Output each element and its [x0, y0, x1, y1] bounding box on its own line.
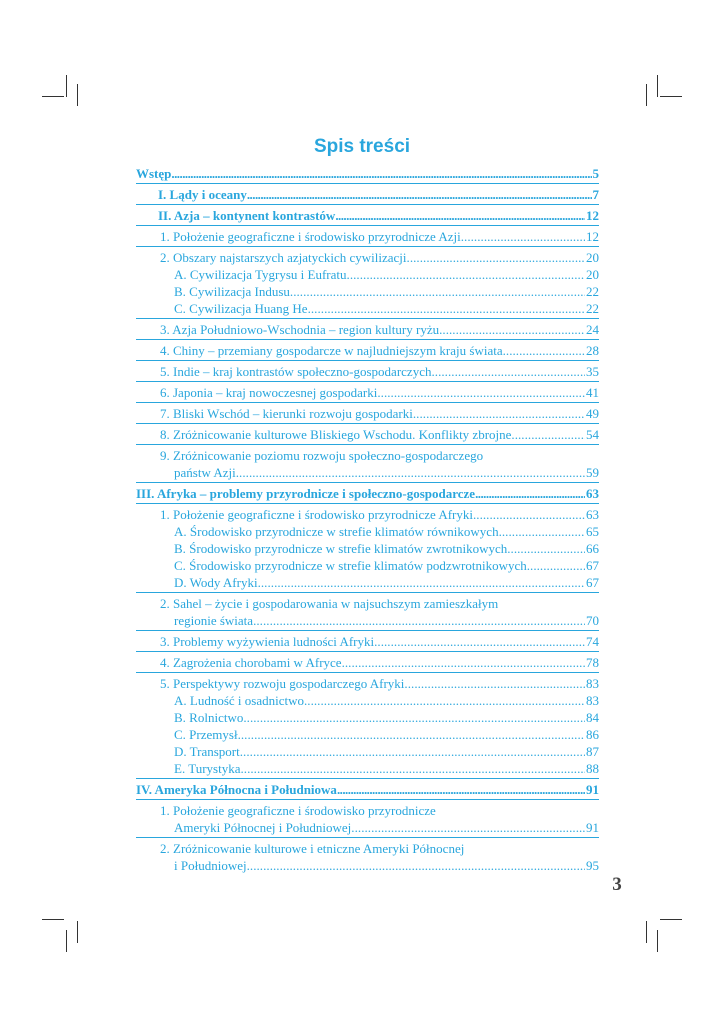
toc-leader-dots: [377, 384, 585, 401]
toc-page-number: 95: [586, 858, 599, 873]
toc-page-number: 67: [586, 558, 599, 573]
toc-entry-label: 3. Azja Południowo-Wschodnia – region kultury ryżu: [160, 322, 440, 337]
toc-entry-label: 3. Problemy wyżywienia ludności Afryki: [160, 634, 375, 649]
toc-page-number: 24: [586, 322, 599, 337]
toc-leader-dots: [439, 321, 585, 338]
toc-entry[interactable]: [136, 363, 599, 382]
toc-entry-label: B. Cywilizacja Indusu: [174, 284, 290, 299]
toc-entry[interactable]: [136, 321, 599, 340]
toc-entry-label: A. Cywilizacja Tygrysu i Eufratu: [174, 267, 347, 282]
toc-leader-dots: [507, 540, 585, 557]
toc-page-number: 35: [586, 364, 599, 379]
toc-leader-dots: [337, 781, 585, 798]
toc-page-number: 83: [586, 676, 599, 691]
toc-leader-dots: [342, 654, 585, 671]
toc-page-number: 12: [586, 208, 599, 223]
toc-entry-label: III. Afryka – problemy przyrodnicze i społeczno-gospodarcze: [136, 486, 476, 501]
page-title: Spis treści: [313, 136, 411, 157]
toc-leader-dots: [247, 857, 585, 874]
toc-leader-dots: [351, 819, 585, 836]
toc-page-number: 5: [592, 166, 599, 181]
toc-entry-label: A. Ludność i osadnictwo: [174, 693, 304, 708]
toc-leader-dots: [499, 523, 585, 540]
toc-entry-label: C. Środowisko przyrodnicze w strefie klimatów podzwrotnikowych: [174, 558, 527, 573]
crop-mark-bottom-left-v2: [77, 921, 78, 943]
toc-entry[interactable]: [136, 760, 599, 779]
toc-entry-label: B. Środowisko przyrodnicze w strefie klimatów zwrotnikowych: [174, 541, 508, 556]
toc-page-number: 63: [586, 507, 599, 522]
toc-entry[interactable]: [136, 207, 599, 226]
toc-entry-label: D. Wody Afryki: [174, 575, 258, 590]
toc-leader-dots: [511, 426, 585, 443]
crop-mark-top-left-v2: [77, 84, 78, 106]
toc-leader-dots: [290, 283, 585, 300]
toc-entry[interactable]: [136, 266, 599, 283]
toc-entry-label-continued: i Południowej: [174, 858, 247, 873]
page-number: 3: [612, 874, 622, 895]
toc-entry[interactable]: [136, 342, 599, 361]
toc-leader-dots: [258, 574, 585, 591]
toc-page-number: 91: [586, 820, 599, 835]
toc-leader-dots: [475, 485, 585, 502]
toc-entry[interactable]: [136, 426, 599, 445]
toc-page-number: 84: [586, 710, 599, 725]
toc-entry-label: II. Azja – kontynent kontrastów: [158, 208, 336, 223]
toc-page-number: 86: [586, 727, 599, 742]
toc-leader-dots: [308, 300, 585, 317]
toc-entry-label: 5. Perspektywy rozwoju gospodarczego Afryki: [160, 676, 405, 691]
toc-page-number: 88: [586, 761, 599, 776]
toc-entry-label: 9. Zróżnicowanie poziomu rozwoju społeczno-gospodarczego: [160, 448, 484, 463]
toc-leader-dots: [374, 633, 585, 650]
toc-entry[interactable]: [136, 283, 599, 300]
toc-entry-label-continued: państw Azji: [174, 465, 236, 480]
toc-entry[interactable]: [136, 506, 599, 523]
toc-entry-label: D. Transport: [174, 744, 240, 759]
toc-entry[interactable]: [136, 802, 599, 838]
toc-leader-dots: [404, 675, 585, 692]
toc-leader-dots: [238, 726, 585, 743]
toc-page-number: 67: [586, 575, 599, 590]
toc-page-number: 83: [586, 693, 599, 708]
toc-entry[interactable]: [136, 692, 599, 709]
toc-leader-dots: [473, 506, 585, 523]
toc-entry[interactable]: [136, 781, 599, 800]
toc-leader-dots: [171, 165, 591, 182]
toc-leader-dots: [240, 743, 585, 760]
toc-entry[interactable]: [136, 633, 599, 652]
toc-leader-dots: [243, 709, 585, 726]
toc-page-number: 91: [586, 782, 599, 797]
toc-page-number: 12: [586, 229, 599, 244]
toc-entry[interactable]: [136, 675, 599, 692]
toc-leader-dots: [527, 557, 585, 574]
toc-page-number: 87: [586, 744, 599, 759]
toc-entry[interactable]: [136, 405, 599, 424]
toc-entry-label-continued: regionie świata: [174, 613, 254, 628]
toc-entry[interactable]: [136, 384, 599, 403]
toc-entry[interactable]: [136, 574, 599, 593]
toc-entry[interactable]: [136, 726, 599, 743]
toc-page-number: 22: [586, 284, 599, 299]
toc-page-number: 78: [586, 655, 599, 670]
toc-entry[interactable]: [136, 540, 599, 557]
toc-page-number: 22: [586, 301, 599, 316]
toc-entry-label: 1. Położenie geograficzne i środowisko przyrodnicze: [160, 803, 436, 818]
toc-page-number: 20: [586, 267, 599, 282]
toc-entry-label: 1. Położenie geograficzne i środowisko przyrodnicze Azji: [160, 229, 461, 244]
toc-entry[interactable]: [136, 165, 599, 184]
toc-entry[interactable]: [136, 840, 599, 874]
toc-page-number: 63: [586, 486, 599, 501]
toc-page-number: 41: [586, 385, 599, 400]
toc-entry-label: IV. Ameryka Północna i Południowa: [136, 782, 337, 797]
toc-leader-dots: [413, 405, 585, 422]
toc-page-number: 20: [586, 250, 599, 265]
toc-entry[interactable]: [136, 523, 599, 540]
toc-leader-dots: [304, 692, 585, 709]
toc-entry-label: Wstęp: [136, 166, 172, 181]
toc-page-number: 65: [586, 524, 599, 539]
toc-entry-label-continued: Ameryki Północnej i Południowej: [174, 820, 352, 835]
crop-mark-bottom-left-h: [42, 919, 64, 920]
crop-mark-bottom-left-v1: [66, 930, 67, 952]
toc-entry[interactable]: [136, 228, 599, 247]
toc-entry[interactable]: [136, 557, 599, 574]
toc-entry[interactable]: [136, 654, 599, 673]
toc-entry[interactable]: [136, 186, 599, 205]
toc-entry-label: 6. Japonia – kraj nowoczesnej gospodarki: [160, 385, 378, 400]
toc-entry-label: C. Przemysł: [174, 727, 238, 742]
toc-leader-dots: [236, 464, 585, 481]
toc-entry[interactable]: [136, 300, 599, 319]
toc-entry[interactable]: [136, 485, 599, 504]
toc-entry-label: 2. Zróżnicowanie kulturowe i etniczne Ameryki Północnej: [160, 841, 465, 856]
crop-mark-bottom-right-h: [660, 919, 682, 920]
toc-entry-label: 7. Bliski Wschód – kierunki rozwoju gospodarki: [160, 406, 413, 421]
toc-entry[interactable]: [136, 249, 599, 266]
crop-mark-top-left-h: [42, 96, 64, 97]
toc-page-number: 49: [586, 406, 599, 421]
crop-mark-top-right-v1: [657, 75, 658, 97]
toc-page-number: 59: [586, 465, 599, 480]
toc-leader-dots: [503, 342, 585, 359]
toc-leader-dots: [253, 612, 585, 629]
toc-entry[interactable]: [136, 743, 599, 760]
table-of-contents: [136, 165, 599, 874]
toc-leader-dots: [347, 266, 585, 283]
toc-page-number: 70: [586, 613, 599, 628]
toc-page-number: 54: [586, 427, 599, 442]
toc-entry-label: C. Cywilizacja Huang He: [174, 301, 308, 316]
crop-mark-top-right-v2: [646, 84, 647, 106]
toc-entry-label: 4. Zagrożenia chorobami w Afryce: [160, 655, 342, 670]
toc-page-number: 66: [586, 541, 599, 556]
toc-entry-label: E. Turystyka: [174, 761, 241, 776]
toc-leader-dots: [431, 363, 585, 380]
toc-leader-dots: [247, 186, 592, 203]
toc-entry[interactable]: [136, 595, 599, 631]
crop-mark-top-left-v1: [66, 75, 67, 97]
crop-mark-bottom-right-v1: [657, 930, 658, 952]
toc-page-number: 7: [592, 187, 599, 202]
toc-leader-dots: [407, 249, 585, 266]
toc-page-number: 28: [586, 343, 599, 358]
toc-leader-dots: [335, 207, 585, 224]
toc-entry-label: I. Lądy i oceany: [158, 187, 247, 202]
crop-mark-top-right-h: [660, 96, 682, 97]
toc-page-number: 74: [586, 634, 599, 649]
toc-entry-label: 1. Położenie geograficzne i środowisko przyrodnicze Afryki: [160, 507, 473, 522]
toc-entry-label: 4. Chiny – przemiany gospodarcze w najludniejszym kraju świata: [160, 343, 503, 358]
toc-entry-label: 8. Zróżnicowanie kulturowe Bliskiego Wschodu. Konflikty zbrojne: [160, 427, 512, 442]
toc-entry-label: 5. Indie – kraj kontrastów społeczno-gospodarczych: [160, 364, 432, 379]
toc-entry[interactable]: [136, 709, 599, 726]
toc-entry-label: 2. Obszary najstarszych azjatyckich cywilizacji: [160, 250, 407, 265]
crop-mark-bottom-right-v2: [646, 921, 647, 943]
toc-entry-label: 2. Sahel – życie i gospodarowania w najsuchszym zamieszkałym: [160, 596, 499, 611]
toc-leader-dots: [240, 760, 585, 777]
toc-entry-label: A. Środowisko przyrodnicze w strefie klimatów równikowych: [174, 524, 499, 539]
toc-leader-dots: [461, 228, 585, 245]
toc-entry[interactable]: [136, 447, 599, 483]
toc-entry-label: B. Rolnictwo: [174, 710, 244, 725]
